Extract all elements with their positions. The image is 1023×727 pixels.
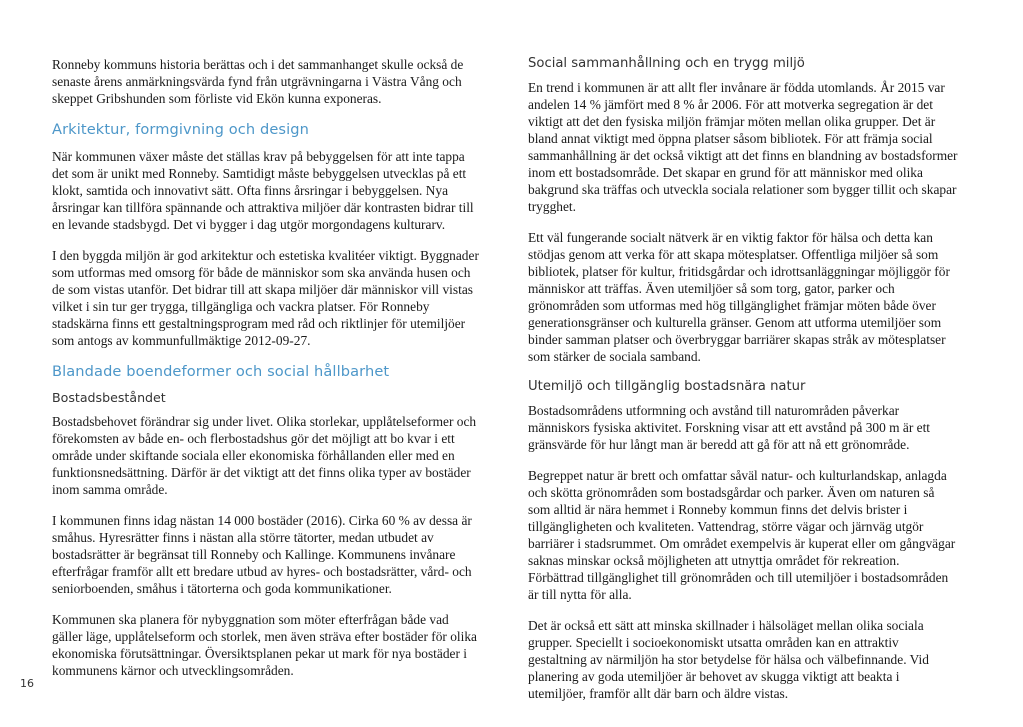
utemiljo-paragraph-1: Bostadsområdens utformning och avstånd till naturområden påverkar människors fysiska aktivitet. Forskning visar att ett avstånd på 300 m är ett gränsvärde för hur långt man är beredd att gå för att nå ett grönområde. [528, 403, 931, 452]
bostad-paragraph-2: I kommunen finns idag nästan 14 000 bostäder (2016). Cirka 60 % av dessa är småhus. Hyresrätter finns i nästan alla större tätorter, medan utbudet av bostadsrätter är begränsat till Ronneby och Kallinge. Kommunens invånare efterfrågar framför allt ett bredare utbud av hyres- och bostadsrätter, vård- och seniorboenden, småhus i tätorterna och goda kommunikationer. [52, 513, 472, 596]
heading-arkitektur: Arkitektur, formgivning och design [52, 121, 309, 138]
arkitektur-paragraph-1: När kommunen växer måste det ställas krav på bebyggelsen för att inte tappa det som är unikt med Ronneby. Samtidigt måste bebyggelsen utvecklas på ett klokt, samtida och innovativt sätt. Ofta finns årsringar i bebyggelsen. Nya årsringar kan tillföra spännande och attraktiva miljöer där kontrasten bidrar till en levande stadsbygd. Det vi bygger i dag utgör morgondagens kulturarv. [52, 149, 474, 232]
utemiljo-paragraph-3: Det är också ett sätt att minska skillnader i hälsoläget mellan olika sociala grupper. Speciellt i socioekonomiskt utsatta områden kan en attraktiv gestaltning av närmiljön ha stor betydelse för hälsa och välbefinnande. Vid planering av goda utemiljöer är behovet av skugga viktigt att beakta i utemiljöer, framför allt där barn och äldre vistas. [528, 618, 929, 701]
intro-paragraph: Ronneby kommuns historia berättas och i det sammanhanget skulle också de senaste årens anmärkningsvärda fynd från utgrävningarna i Västra Vång och skeppet Gribshunden som förliste vid Ekön kunna exponeras. [52, 57, 464, 106]
right-column [528, 56, 958, 716]
heading-blandade-boendeformer: Blandade boendeformer och social hållbarhet [52, 363, 390, 380]
page-number: 16 [20, 677, 34, 690]
bostad-paragraph-3: Kommunen ska planera för nybyggnation som möter efterfrågan både vad gäller läge, upplåtelseform och storlek, men även sträva efter bostäder för olika ekonomiska förutsättningar. Översiktsplanen pekar ut mark för nya bostäder i kommunens kärnor och utvecklingsområden. [52, 612, 477, 678]
bostad-paragraph-1: Bostadsbehovet förändrar sig under livet. Olika storlekar, upplåtelseformer och förekomsten av både en- och flerbostadshus gör det möjligt att bo kvar i ett område under skiftande sociala eller ekonomiska förhållanden eller med en funktionsnedsättning. Därför är det viktigt att det finns olika typer av bostäder inom samma område. [52, 414, 477, 497]
social-paragraph-1: En trend i kommunen är att allt fler invånare är födda utomlands. År 2015 var andelen 14 % jämfört med 8 % år 2006. För att motverka segregation är det viktigt att det den fysiska miljön främjar möten mellan olika grupper. Det är bland annat viktigt med öppna platser såsom bibliotek. För att främja social sammanhållning är det också viktigt att det finns en blandning av bostadsformer inom ett bostadsområde. Det skapar en grund för att människor med olika bakgrund ska träffas och utveckla sociala relationer som bygger tillit och skapar trygghet. [528, 80, 958, 214]
subheading-utemiljo: Utemiljö och tillgänglig bostadsnära natur [528, 379, 806, 394]
utemiljo-paragraph-2: Begreppet natur är brett och omfattar såväl natur- och kulturlandskap, anlagda och skötta grönområden som bostadsgårdar och parker. Även om naturen så som alltid är nära hemmet i Ronneby kommun finns det delvis brister i tillgängligheten och kvaliteten. Vattendrag, större vägar och järnväg utgör barriärer i stadsrummet. Om området exempelvis är kuperat eller om gångvägar saknas minskar också möjligheten att utnyttja området för rekreation. Förbättrad tillgänglighet till grönområden och till utemiljöer i bostadsområden är till nytta för alla. [528, 468, 956, 602]
social-paragraph-2: Ett väl fungerande socialt nätverk är en viktig faktor för hälsa och detta kan stödjas genom att verka för att skapa mötesplatser. Offentliga miljöer så som bibliotek, platser för kultur, fritidsgårdar och idrottsanläggningar möjliggör för människor att träffas. Även utemiljöer så som torg, gator, parker och grönområden som utformas med hög tillgänglighet främjar möten både över generationsgränser och kulturella gränser. Genom att utforma utemiljöer som binder samman platser och överbryggar barriärer skapas stråk av mötesplatser som stärker de sociala samband. [528, 230, 950, 364]
arkitektur-paragraph-2: I den byggda miljön är god arkitektur och estetiska kvalitéer viktigt. Byggnader som utformas med omsorg för både de människor som ska använda husen och de som vistas utanför. Det bidrar till att skapa miljöer där människor vill vistas vilket i sin tur ger trygga, tillgängliga och vackra platser. För Ronneby stadskärna finns ett gestaltningsprogram med råd och riktlinjer för utemiljöer som antogs av kommunfullmäktige 2012-09-27. [52, 248, 479, 348]
left-column [52, 56, 482, 693]
subheading-bostadsbestandet: Bostadsbeståndet [52, 390, 166, 405]
subheading-social: Social sammanhållning och en trygg miljö [528, 56, 805, 71]
